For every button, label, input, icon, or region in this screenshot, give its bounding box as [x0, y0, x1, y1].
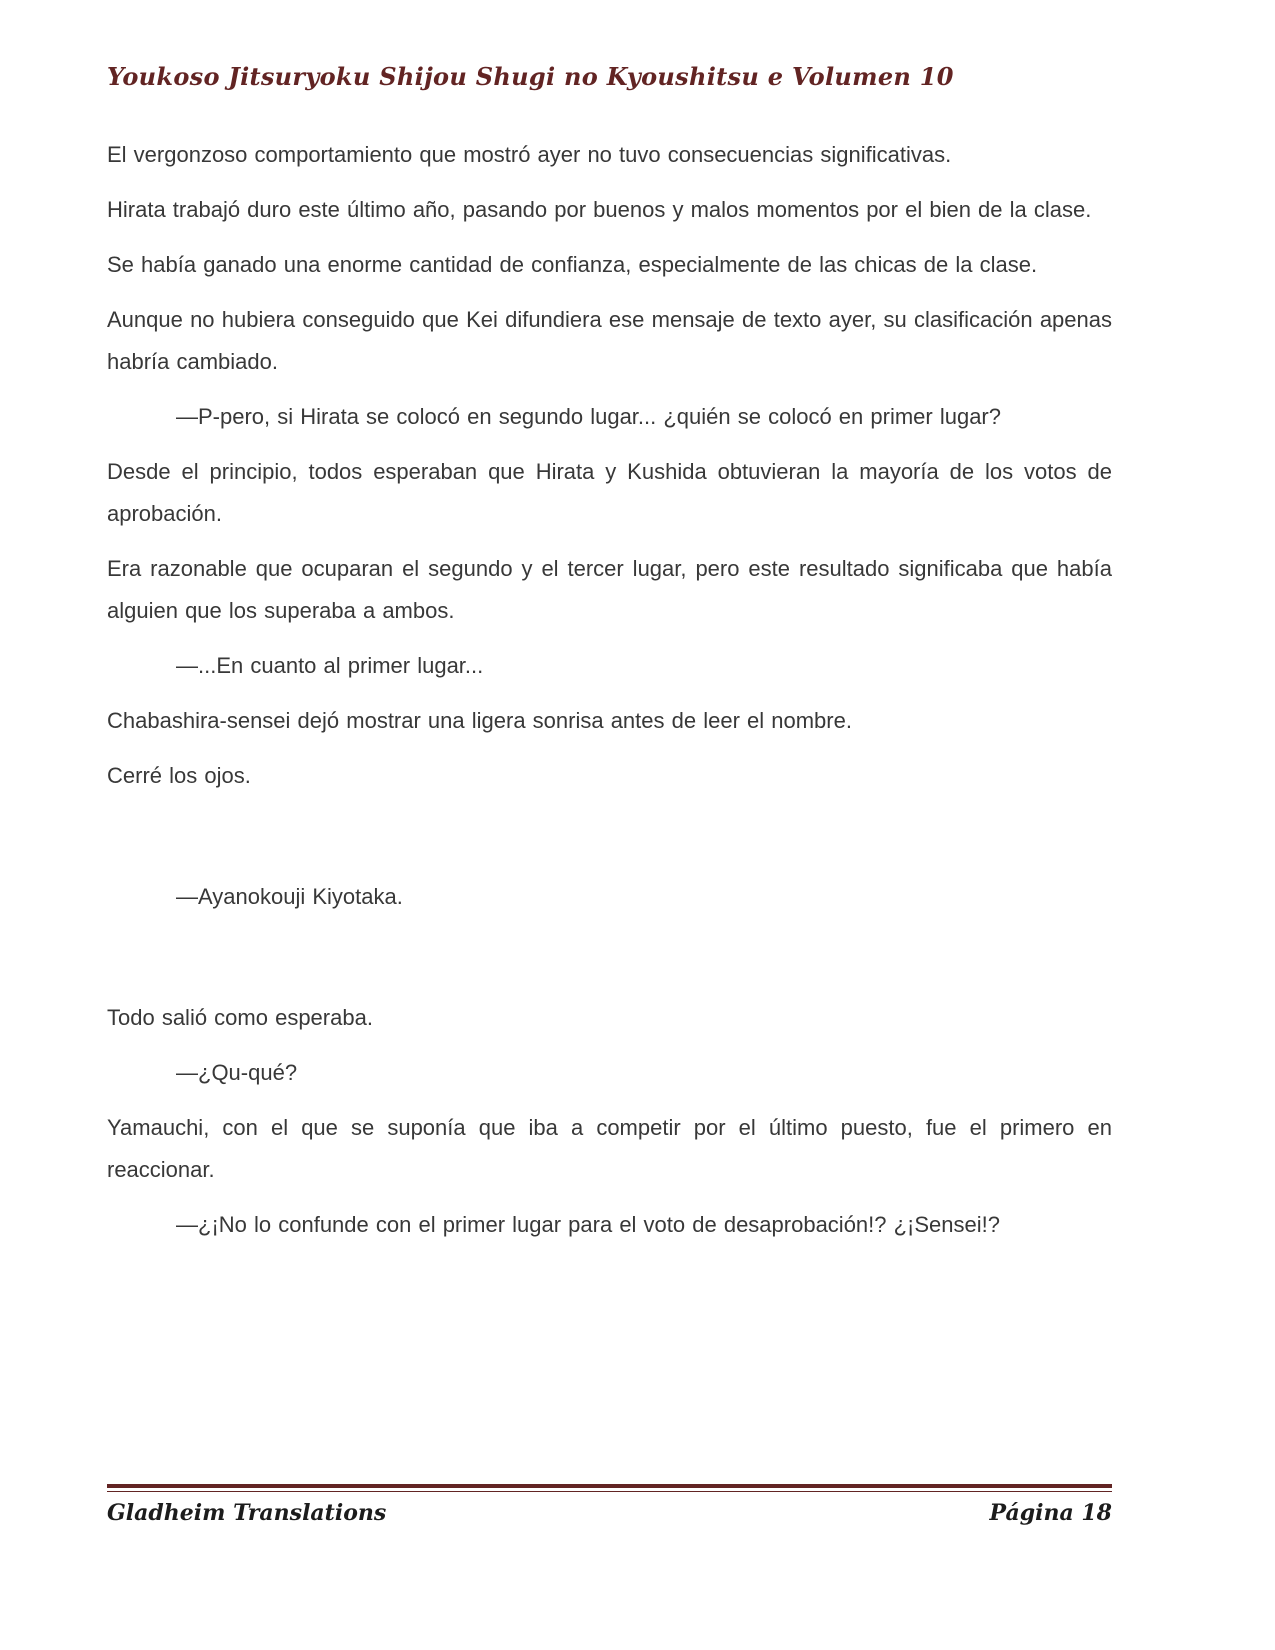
header-title: Youkoso Jitsuryoku Shijou Shugi no Kyoushitsu e Volumen 10 — [107, 62, 954, 91]
body-paragraph: Era razonable que ocuparan el segundo y el tercer lugar, pero este resultado significaba que había alguien que los superaba a ambos. — [107, 556, 1112, 623]
body-paragraph: Cerré los ojos. — [107, 763, 251, 788]
page-header — [107, 62, 1112, 91]
body-paragraph: Se había ganado una enorme cantidad de confianza, especialmente de las chicas de la clase. — [107, 252, 1038, 277]
body-paragraph: Yamauchi, con el que se suponía que iba a competir por el último puesto, fue el primero en reaccionar. — [107, 1115, 1112, 1182]
footer-translator-credit: Gladheim Translations — [107, 1500, 387, 1526]
page-body — [107, 134, 1112, 1259]
dialogue-paragraph: —¿Qu-qué? — [176, 1060, 298, 1085]
body-paragraph: Hirata trabajó duro este último año, pasando por buenos y malos momentos por el bien de la clase. — [107, 197, 1092, 222]
footer-divider — [107, 1484, 1112, 1492]
dialogue-paragraph: —¿¡No lo confunde con el primer lugar para el voto de desaprobación!? ¿¡Sensei!? — [176, 1212, 1001, 1237]
page-footer — [107, 1484, 1112, 1526]
body-paragraph: Aunque no hubiera conseguido que Kei difundiera ese mensaje de texto ayer, su clasificación apenas habría cambiado. — [107, 307, 1112, 374]
dialogue-paragraph: —Ayanokouji Kiyotaka. — [176, 884, 403, 909]
body-paragraph: El vergonzoso comportamiento que mostró ayer no tuvo consecuencias significativas. — [107, 142, 952, 167]
dialogue-paragraph: —P-pero, si Hirata se colocó en segundo lugar... ¿quién se colocó en primer lugar? — [176, 404, 1001, 429]
body-paragraph: Desde el principio, todos esperaban que Hirata y Kushida obtuvieran la mayoría de los votos de aprobación. — [107, 459, 1112, 526]
body-paragraph: Chabashira-sensei dejó mostrar una ligera sonrisa antes de leer el nombre. — [107, 708, 852, 733]
footer-page-number: Página 18 — [989, 1500, 1112, 1526]
footer-row — [107, 1500, 1112, 1526]
dialogue-paragraph: —...En cuanto al primer lugar... — [176, 653, 484, 678]
body-paragraph: Todo salió como esperaba. — [107, 1005, 373, 1030]
